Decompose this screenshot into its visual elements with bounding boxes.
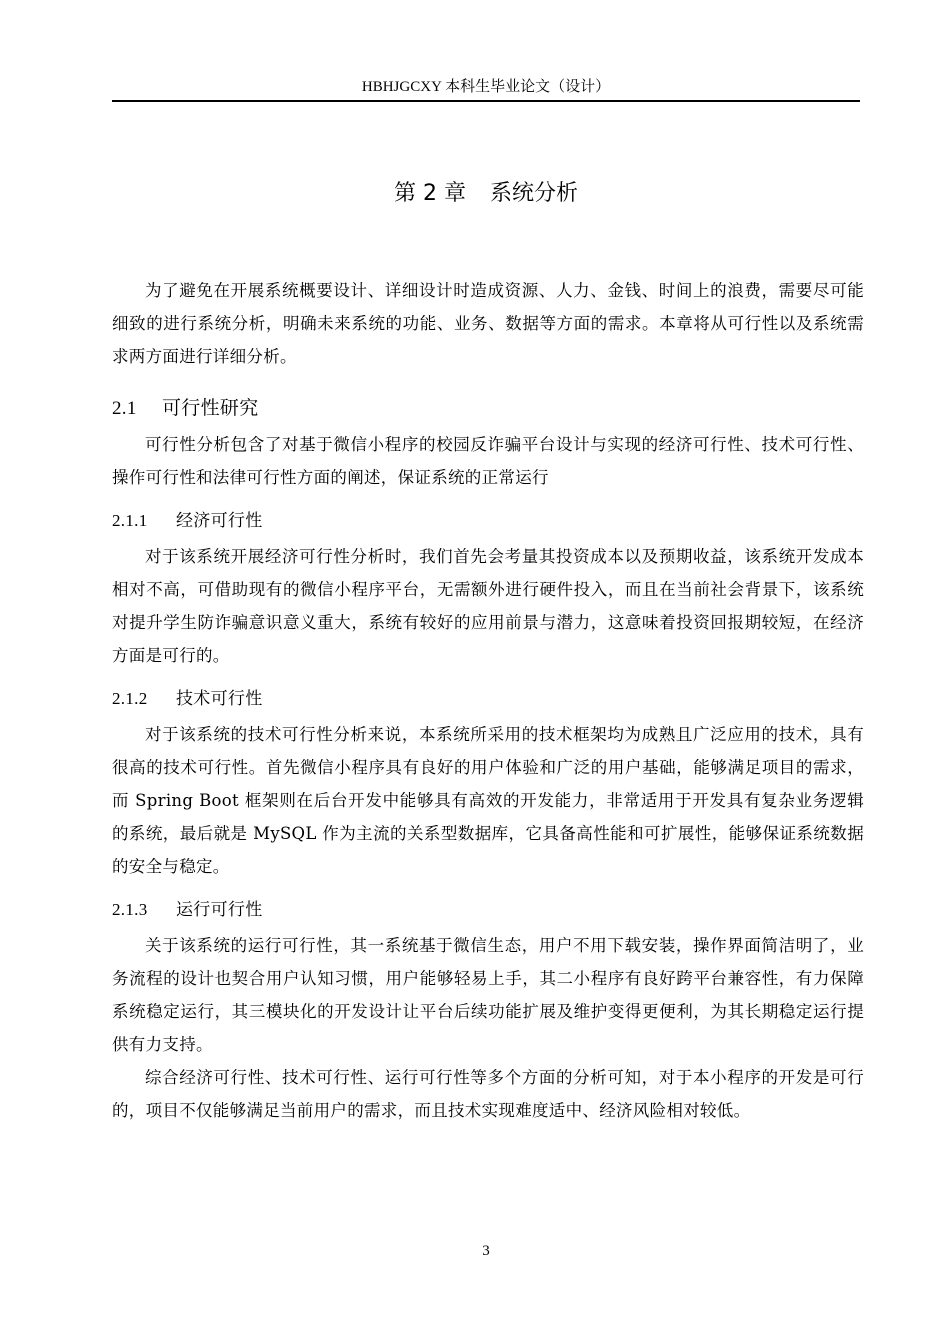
section-2-1-1-paragraph: 对于该系统开展经济可行性分析时，我们首先会考量其投资成本以及预期收益，该系统开发成本相对不高，可借助现有的微信小程序平台，无需额外进行硬件投入，而且在当前社会背景下，该系统对提升学生防诈骗意识意义重大，系统有较好的应用前景与潜力，这意味着投资回报期较短，在经济方面是可行的。 <box>112 547 864 665</box>
section-title: 可行性研究 <box>162 397 259 419</box>
chapter-number: 第 2 章 <box>394 181 466 206</box>
section-number: 2.1 <box>112 398 137 419</box>
section-number: 2.1.2 <box>112 689 148 708</box>
section-2-1-3-paragraph: 关于该系统的运行可行性，其一系统基于微信生态，用户不用下载安装，操作界面简洁明了，业务流程的设计也契合用户认知习惯，用户能够轻易上手，其二小程序有良好跨平台兼容性，有力保障系统稳定运行，其三模块化的开发设计让平台后续功能扩展及维护变得更便利，为其长期稳定运行提供有力支持。 <box>112 936 864 1054</box>
running-header: HBHJGCXY 本科生毕业论文（设计） <box>361 79 611 95</box>
section-number: 2.1.1 <box>112 511 148 530</box>
page-number: 3 <box>482 1243 490 1259</box>
summary-paragraph: 综合经济可行性、技术可行性、运行可行性等多个方面的分析可知，对于本小程序的开发是可行的，项目不仅能够满足当前用户的需求，而且技术实现难度适中、经济风险相对较低。 <box>112 1068 864 1120</box>
section-heading-2-1-3 <box>112 891 864 929</box>
section-heading-2-1 <box>112 389 864 428</box>
chapter-name: 系统分析 <box>489 181 578 206</box>
body-content <box>112 274 864 1127</box>
section-heading-2-1-2 <box>112 680 864 718</box>
section-2-1-paragraph: 可行性分析包含了对基于微信小程序的校园反诈骗平台设计与实现的经济可行性、技术可行性、操作可行性和法律可行性方面的阐述，保证系统的正常运行 <box>112 435 864 487</box>
section-2-1-2-paragraph: 对于该系统的技术可行性分析来说，本系统所采用的技术框架均为成熟且广泛应用的技术，具有很高的技术可行性。首先微信小程序具有良好的用户体验和广泛的用户基础，能够满足项目的需求，而 Spring Boot 框架则在后台开发中能够具有高效的开发能力，非常适用于开发具有复杂业务逻辑的系统，最后就是 MySQL 作为主流的关系型数据库，它具备高性能和可扩展性，能够保证系统数据的安全与稳定。 <box>112 725 864 876</box>
section-title: 技术可行性 <box>176 689 263 709</box>
section-number: 2.1.3 <box>112 900 148 919</box>
intro-paragraph: 为了避免在开展系统概要设计、详细设计时造成资源、人力、金钱、时间上的浪费，需要尽可能细致的进行系统分析，明确未来系统的功能、业务、数据等方面的需求。本章将从可行性以及系统需求两方面进行详细分析。 <box>112 281 864 366</box>
section-heading-2-1-1 <box>112 502 864 540</box>
section-title: 经济可行性 <box>176 511 263 531</box>
section-title: 运行可行性 <box>176 900 263 920</box>
chapter-title <box>112 176 860 212</box>
header-rule <box>112 100 860 102</box>
